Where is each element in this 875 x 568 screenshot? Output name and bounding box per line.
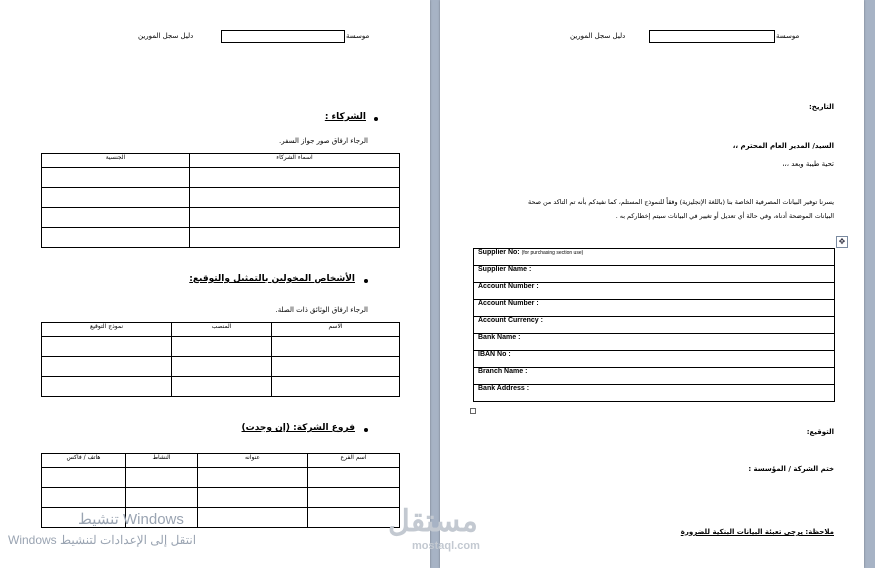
company-name-box [221,30,345,43]
table-row [42,377,400,397]
header-company-label: موسسة [776,32,800,40]
mostaql-logo: مستقل [388,505,478,538]
signature-label: التوقيع: [806,428,834,436]
header-company-label: موسسة [346,32,370,40]
table-move-handle-icon[interactable]: ✥ [836,236,848,248]
field-hint: (for purchasing section use) [521,250,584,256]
salutation-line: السيد/ المدير العام المحترم ،، [732,142,834,150]
header-guide-title: دليل سجل المورين [570,32,626,40]
company-name-box [649,30,775,43]
column-header: الجنسية [42,154,190,168]
column-header: المنصب [172,323,272,337]
column-header: اسم الفرع [308,454,400,468]
body-line-2: البيانات الموضحة أدناه، وفي حالة أي تعديل أو تغيير في البيانات سيتم إخطاركم به . [615,212,834,220]
section-signatories-note: الرجاء ارفاق الوثائق ذات الصلة. [275,306,368,314]
table-row [474,300,835,317]
field-label: Supplier No: [478,249,520,256]
table-row [474,334,835,351]
table-row [474,317,835,334]
table-row [42,337,400,357]
field-label: Account Number : [478,283,539,290]
signatories-table [41,322,400,397]
field-label: Branch Name : [478,368,528,375]
column-header: الاسم [272,323,400,337]
section-signatories-title: الأشخاص المخولين بالتمثيل والتوقيع: [189,274,355,284]
table-row [42,168,400,188]
field-label: Supplier Name : [478,266,532,273]
document-page-left [0,0,430,568]
field-label: IBAN No : [478,351,511,358]
date-label: التاريخ: [808,103,834,111]
table-row [42,488,400,508]
field-label: Bank Address : [478,385,530,392]
stamp-label: ختم الشركة / المؤسسة : [748,465,834,473]
table-row [42,357,400,377]
section-partners-title: الشركاء : [324,112,366,122]
table-row [42,228,400,248]
body-line-1: يسرنا توفير البيانات المصرفية الخاصة بنا (باللغة الإنجليزية) وفقاً للنموذج المستلم، كما نفيدكم بأنه تم التاكد من صحة [528,198,834,206]
column-header: اسماء الشركاء [190,154,400,168]
mostaql-url: mostaql.com [412,540,480,552]
column-header: هاتف / فاكس [42,454,126,468]
header-guide-title: دليل سجل المورين [138,32,194,40]
section-branches-title: فروع الشركة: (إن وجدت) [241,423,355,433]
table-row [474,368,835,385]
windows-activation-title: تنشيط Windows [78,511,184,528]
table-row [42,208,400,228]
table-row [42,188,400,208]
table-row [474,385,835,402]
field-label: Bank Name : [478,334,521,341]
windows-activation-subtitle: انتقل إلى الإعدادات لتنشيط Windows [8,533,197,547]
column-header: النشاط [126,454,198,468]
table-resize-handle[interactable] [470,408,476,414]
column-header: عنوانه [198,454,308,468]
table-row [474,351,835,368]
bullet-icon [374,117,378,121]
field-label: Account Currency : [478,317,543,324]
greeting-line: تحية طيبة وبعد ،،، [782,160,834,168]
table-row [474,283,835,300]
table-row [474,266,835,283]
field-label: Account Number : [478,300,539,307]
bank-details-table [473,248,835,402]
table-row [474,249,835,266]
column-header: نموذج التوقيع [42,323,172,337]
section-partners-note: الرجاء ارفاق صور جواز السفر. [279,137,368,145]
bullet-icon [364,428,368,432]
footnote-text: ملاحظة: يرجى تعبئة البيانات البنكية للضرورة [680,528,834,536]
document-page-right [440,0,864,568]
table-row [42,468,400,488]
partners-table [41,153,400,248]
bullet-icon [364,279,368,283]
